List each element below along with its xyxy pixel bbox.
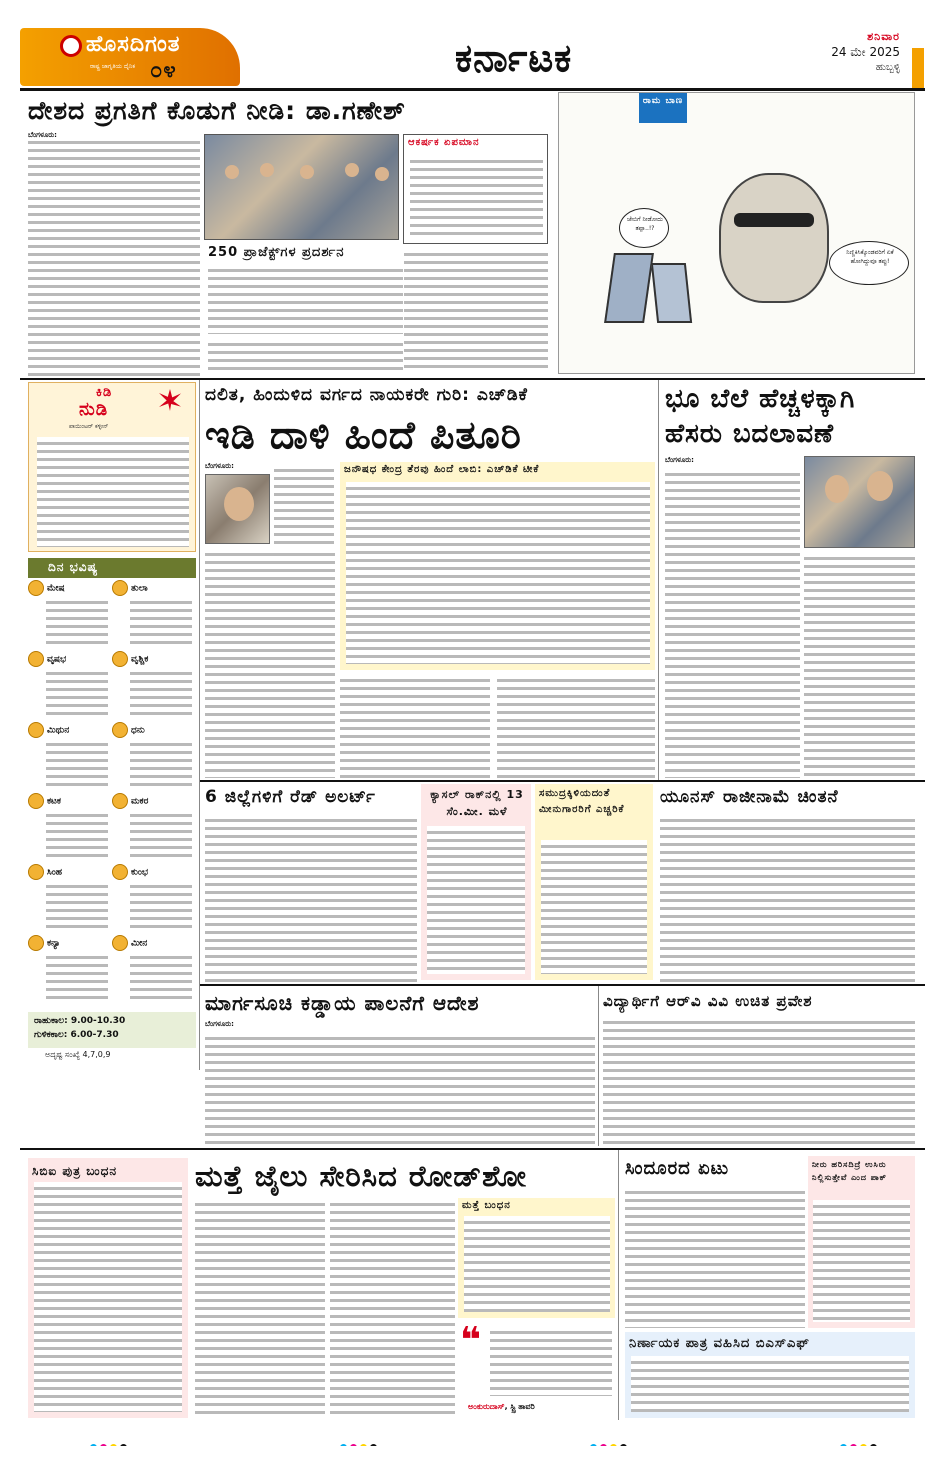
- ed-dateline: ಬೆಂಗಳೂರು:: [205, 462, 234, 470]
- rasi-text: [46, 951, 108, 999]
- logo-emblem-icon: [60, 35, 82, 57]
- sindoor-headline: ಸಿಂದೂರದ ಏಟು: [625, 1158, 730, 1179]
- guide-body: [205, 1032, 595, 1144]
- roadshow-sub-body: [464, 1216, 610, 1312]
- rasi-name: ವೃಷಭ: [47, 654, 67, 665]
- quote-body: [490, 1326, 612, 1396]
- rasi-name: ಕನ್ಯಾ: [47, 938, 61, 949]
- registration-marks-right: [840, 1436, 900, 1446]
- zodiac-icon: [28, 722, 44, 738]
- exhibit-body: [208, 264, 403, 334]
- rasi-item: [112, 793, 194, 861]
- rain-headline: ಕ್ಯಾಸಲ್ ರಾಕ್‌ನಲ್ಲಿ 13 ಸೆಂ.ಮೀ. ಮಳೆ: [430, 788, 524, 818]
- rasi-text: [46, 809, 108, 857]
- rasi-name: ಮಿಥುನ: [47, 725, 70, 736]
- nudi-title: ನುಡಿ: [79, 399, 109, 420]
- rasi-item: [28, 722, 110, 790]
- roadshow-headline: ಮತ್ತೆ ಜೈಲು ಸೇರಿಸಿದ ರೋಡ್‌ಶೋ: [195, 1159, 528, 1193]
- ed-body-col3: [340, 674, 490, 778]
- logo-text: ಹೊಸದಿಗಂತ: [86, 32, 181, 57]
- right-accent-bar: [912, 48, 924, 88]
- alert-body: [205, 814, 417, 982]
- kidi-body: [37, 437, 189, 547]
- roadshow-body-col1: [195, 1198, 325, 1418]
- bhavishya-grid: [28, 580, 196, 1010]
- issue-city: ಹುಬ್ಬಳ್ಳಿ: [875, 62, 900, 73]
- bsf-body: [631, 1356, 909, 1412]
- lead-sidebar-title: ಆಕರ್ಷಕ ಏಪಮಾನ: [408, 137, 480, 148]
- issue-date: 24 ಮೇ 2025: [831, 45, 900, 59]
- guide-dateline: ಬೆಂಗಳೂರು:: [205, 1020, 234, 1028]
- ramabana-label: ರಾಮ ಬಾಣ: [642, 96, 684, 106]
- rasi-name: ವೃಶ್ಚಿಕ: [131, 654, 149, 665]
- lead-sidebar-body: [410, 155, 543, 239]
- rasi-name: ಮೇಷ: [47, 583, 65, 594]
- quote-box: [458, 1322, 615, 1418]
- mask-icon: [734, 213, 814, 227]
- rasi-text: [130, 880, 192, 928]
- rasi-text: [46, 596, 108, 644]
- section-title: ಕರ್ನಾಟಕ: [455, 36, 573, 80]
- lead-body-col2b: [208, 338, 403, 374]
- rasi-item: [112, 580, 194, 648]
- rv-body: [603, 1016, 915, 1144]
- rasi-item: [28, 580, 110, 648]
- row4-rule: [20, 1148, 925, 1150]
- lead-headline: ದೇಶದ ಪ್ರಗತಿಗೆ ಕೊಡುಗೆ ನೀಡಿ: ಡಾ.ಗಣೇಶ್: [28, 96, 406, 125]
- endpak-box: [808, 1156, 915, 1328]
- sea-body: [541, 840, 647, 974]
- rasi-name: ಮಕರ: [131, 796, 149, 807]
- bsf-box: [625, 1332, 915, 1418]
- rasi-item: [112, 935, 194, 1003]
- stack-right-icon: [651, 263, 692, 323]
- sindoor-col-rule: [618, 1150, 619, 1420]
- rain-body: [427, 826, 525, 974]
- rasi-name: ಕುಂಭ: [131, 867, 149, 878]
- spark-icon: [159, 389, 181, 411]
- zodiac-icon: [112, 864, 128, 880]
- cbi-headline: ಸಿಬಿಐ ಪುತ್ರ ಬಂಧನ: [32, 1164, 118, 1178]
- quote-icon: ❝: [460, 1326, 482, 1352]
- zodiac-icon: [28, 793, 44, 809]
- cbi-body: [34, 1182, 182, 1412]
- issue-day: ಶನಿವಾರ: [867, 30, 900, 43]
- cartoon-panel: [558, 92, 915, 374]
- land-body-col1: [665, 468, 800, 778]
- rasi-item: [28, 651, 110, 719]
- speech-bubble-right: ನಿಣ್ಣಿಕಿಸಿಕ್ಕೊಂಡವರಿಗೆ ಏಕೆ ಹೋಗಿದ್ದುವೂ ತಪ್ಪು!: [829, 241, 909, 285]
- roadshow-subbox: [458, 1198, 615, 1318]
- rasi-item: [28, 793, 110, 861]
- endpak-body: [813, 1200, 910, 1322]
- cbi-box: [28, 1158, 188, 1418]
- quote-author-name: ಅಂಕುರುದಾಸ್: [468, 1402, 505, 1411]
- lead-body-col1: [28, 136, 200, 376]
- ed-body-col1b: [205, 548, 335, 778]
- exhibit-title: 250 ಪ್ರಾಜೆಕ್ಟ್‌ಗಳ ಪ್ರದರ್ಶನ: [208, 245, 345, 260]
- sindoor-body: [625, 1186, 805, 1328]
- left-col-rule: [199, 380, 200, 1070]
- zodiac-icon: [112, 580, 128, 596]
- bhavishya-title: ದಿನ ಭವಿಷ್ಯ: [48, 560, 99, 574]
- ed-sub-headline: ಜನೌಷಧ ಕೇಂದ್ರ ತೆರವು ಹಿಂದೆ ಲಾಬಿ: ಎಚ್‌ಡಿಕೆ ಟೀಕೆ: [344, 464, 540, 475]
- bhavishya-header: [28, 558, 196, 578]
- rasi-text: [130, 596, 192, 644]
- zodiac-icon: [28, 864, 44, 880]
- endpak-headline: ನೀರು ಹರಿಸದಿದ್ರೆ ಉಸಿರು ನಿಲ್ಲಿಸುತ್ತೇವೆ ಎಂದ ಪಾಕ್: [812, 1160, 887, 1182]
- speech-bubble-left: ಜೇಬಿಗೆ ನೀಡೋದು ತಪ್ಪಾ..!?: [619, 208, 669, 248]
- rasi-text: [130, 809, 192, 857]
- zodiac-icon: [28, 580, 44, 596]
- land-headline: ಭೂ ಬೆಲೆ ಹೆಚ್ಚಳಕ್ಕಾಗಿ ಹೆಸರು ಬದಲಾವಣೆ: [665, 384, 856, 449]
- rasi-text: [130, 667, 192, 715]
- rasi-name: ಕಟಕ: [47, 796, 61, 807]
- gulika-text: ಗುಳಿಕಕಾಲ: 6.00-7.30: [34, 1030, 119, 1040]
- row2-rule: [200, 780, 925, 782]
- rasi-item: [112, 651, 194, 719]
- kumaraswamy-photo: [205, 474, 270, 544]
- zodiac-icon: [112, 793, 128, 809]
- stack-left-icon: [604, 253, 654, 323]
- quote-author: ಅಂಕುರುದಾಸ್, ಸ್ಟ್ರಿ ತಾವರಿ: [468, 1402, 535, 1411]
- logo-tagline: ರಾಷ್ಟ್ರ ಜಾಗೃತಿಯ ದೈನಿಕ: [90, 63, 136, 70]
- rv-headline: ವಿದ್ಯಾರ್ಥಿಗೆ ಆರ್‌ವಿ ವಿವಿ ಉಚಿತ ಪ್ರವೇಶ: [603, 992, 813, 1010]
- zodiac-icon: [28, 651, 44, 667]
- registration-marks-mid2: [590, 1436, 650, 1446]
- rasi-name: ಧನು: [131, 725, 145, 736]
- sea-headline: ಸಮುದ್ರಕ್ಕಿಳಿಯದಂತೆ ಮೀನುಗಾರರಿಗೆ ಎಚ್ಚರಿಕೆ: [539, 788, 625, 815]
- page-number: ೦೪: [150, 58, 177, 83]
- ed-body-col4: [497, 674, 655, 778]
- zodiac-icon: [112, 651, 128, 667]
- yunus-body: [660, 814, 915, 982]
- sea-box: [535, 784, 653, 980]
- rasi-text: [46, 667, 108, 715]
- money-bag-icon: [719, 173, 829, 303]
- ed-subbox: [340, 462, 655, 670]
- kidi-box: [28, 382, 196, 552]
- masthead: [0, 0, 945, 92]
- rasi-name: ಮೀನ: [131, 938, 148, 949]
- rasi-text: [130, 951, 192, 999]
- kidi-tag: ಪಾಯಿಂಟರ್ ಕಳ್ಳೀನ್: [69, 423, 109, 430]
- bsf-headline: ನಿರ್ಣಾಯಕ ಪಾತ್ರ ವಹಿಸಿದ ಬಿಎಸ್‌ಎಫ್: [629, 1336, 810, 1351]
- rv-col-rule: [598, 986, 599, 1146]
- rahukala-box: [28, 1012, 196, 1048]
- zodiac-icon: [112, 935, 128, 951]
- rasi-item: [28, 935, 110, 1003]
- ed-headline: ಇಡಿ ದಾಳಿ ಹಿಂದೆ ಪಿತೂರಿ: [205, 413, 522, 457]
- row1-rule: [20, 378, 925, 380]
- rahukala-text: ರಾಹುಕಾಲ: 9.00-10.30: [34, 1016, 126, 1026]
- rasi-item: [28, 864, 110, 932]
- yunus-headline: ಯೂನಸ್ ರಾಜೀನಾಮೆ ಚಿಂತನೆ: [660, 787, 839, 807]
- roadshow-body-col2: [330, 1198, 455, 1418]
- lead-body-col3: [404, 248, 548, 373]
- lead-sidebar: [403, 134, 548, 244]
- roadshow-sub: ಮತ್ತೆ ಬಂಧನ: [462, 1200, 511, 1211]
- rasi-name: ತುಲಾ: [131, 583, 148, 594]
- land-col-rule: [658, 380, 659, 780]
- guide-headline: ಮಾರ್ಗಸೂಚಿ ಕಡ್ಡಾಯ ಪಾಲನೆಗೆ ಆದೇಶ: [205, 991, 480, 1015]
- zodiac-icon: [28, 935, 44, 951]
- masthead-rule: [20, 88, 925, 91]
- alert-headline: 6 ಜಿಲ್ಲೆಗಳಿಗೆ ರೆಡ್ ಅಲರ್ಟ್: [205, 787, 376, 807]
- ed-kicker: ದಲಿತ, ಹಿಂದುಳಿದ ವರ್ಗದ ನಾಯಕರೇ ಗುರಿ: ಎಚ್‌ಡಿಕೆ: [205, 385, 528, 405]
- lead-dateline: ಬೆಂಗಳೂರು:: [28, 131, 88, 141]
- rasi-item: [112, 864, 194, 932]
- ed-sub-body: [346, 482, 650, 664]
- kidi-title: ಕಿಡಿ: [95, 385, 113, 400]
- rasi-text: [46, 880, 108, 928]
- land-body-col2: [804, 552, 915, 778]
- rasi-item: [112, 722, 194, 790]
- registration-marks-mid: [340, 1436, 400, 1446]
- rasi-text: [130, 738, 192, 786]
- quote-author-role: ಸ್ಟ್ರಿ ತಾವರಿ: [510, 1402, 535, 1411]
- rasi-name: ಸಿಂಹ: [47, 867, 63, 878]
- registration-marks-left: [90, 1436, 150, 1446]
- lucky-number: ಅದೃಷ್ಟ ಸಂಖ್ಯೆ 4,7,0,9: [45, 1050, 111, 1059]
- rasi-text: [46, 738, 108, 786]
- land-dateline: ಬೆಂಗಳೂರು:: [665, 456, 694, 464]
- row3-rule: [200, 984, 925, 986]
- zodiac-icon: [112, 722, 128, 738]
- lead-photo: [204, 134, 399, 240]
- rain-box: [421, 784, 531, 980]
- land-photo: [804, 456, 915, 548]
